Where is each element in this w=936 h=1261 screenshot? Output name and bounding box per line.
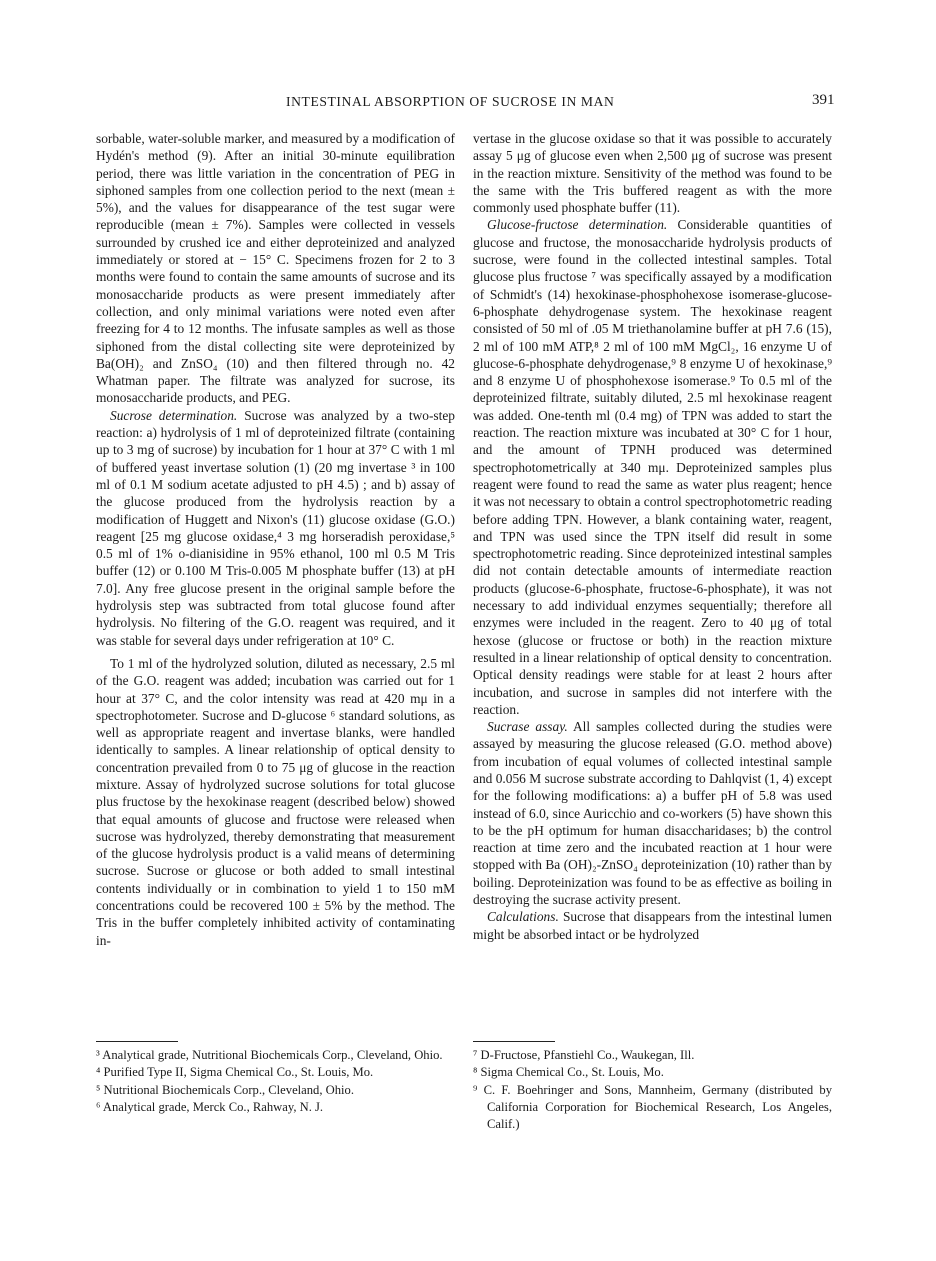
footnote-7: ⁷ D-Fructose, Pfanstiehl Co., Waukegan, Ill. (473, 1048, 695, 1062)
footnote-5: ⁵ Nutritional Biochemicals Corp., Cleveland, Ohio. (96, 1082, 354, 1097)
right-paragraph-4 (473, 908, 832, 943)
section-heading-sucrase-assay: Sucrase assay. (487, 719, 568, 735)
left-paragraph-2 (96, 407, 455, 649)
footnotes-right (473, 1047, 832, 1133)
footnote-9: ⁹ C. F. Boehringer and Sons, Mannheim, Germany (distributed by California Corporation for Biochemical Research, Los Angeles, Calif.) (473, 1082, 832, 1132)
footnotes-left (96, 1047, 455, 1116)
section-heading-glucose-fructose: Glucose-fructose determination. (487, 217, 668, 233)
right-paragraph-3 (473, 718, 832, 908)
right-paragraph-2 (473, 216, 832, 718)
right-column (473, 130, 832, 943)
footnote-6: ⁶ Analytical grade, Merck Co., Rahway, N. J. (96, 1099, 324, 1114)
left-paragraph-1: sorbable, water-soluble marker, and measured by a modification of Hydén's method (9). After an initial 30-minute equilibration period, there was little variation in the concentration of PEG in siphoned samples from one collection period to the next (mean ± 5%), and the values for disappearance of the test sugar were reproducible (mean ± 7%). Samples were collected in vessels surrounded by crushed ice and either deproteinized and analyzed immediately or stored at − 15° C. Specimens frozen for 2 to 3 months were found to contain the same amounts of sucrose and its monosaccharide products as were present immediately after collection, and only minimal variations were noted even after freezing for 4 to 12 months. The infusate samples as well as those siphoned from the distal collecting site were deproteinized by Ba(OH)₂ and ZnSO₄ (10) and then filtered through no. 42 Whatman paper. The filtrate was analyzed for sucrose, its monosaccharide products, and PEG. (96, 131, 455, 406)
page-number: 391 (812, 92, 835, 108)
footnote-rule-left (96, 1041, 178, 1042)
footnote-4: ⁴ Purified Type II, Sigma Chemical Co., St. Louis, Mo. (96, 1065, 374, 1080)
running-title: INTESTINAL ABSORPTION OF SUCROSE IN MAN (286, 94, 615, 109)
left-paragraph-3: To 1 ml of the hydrolyzed solution, diluted as necessary, 2.5 ml of the G.O. reagent was added; incubation was carried out for 1 hour at 37° C, and the color intensity was read at 420 mμ in a spectrophotometer. Sucrose and D-glucose ⁶ standard solutions, as well as appropriate reagent and invertase blanks, were handled identically to samples. A linear relationship of optical density to concentration prevailed from 0 to 75 μg of glucose in the reaction mixture. Assay of hydrolyzed sucrose solutions for total glucose plus fructose by the hexokinase reagent (described below) showed that equal amounts of glucose and fructose were released when sucrose was hydrolyzed, thereby demonstrating that measurement of the glucose hydrolysis product is a valid means of determining sucrose. Sucrose or glucose or both added to small intestinal contents individually or in combination to yield 1 to 150 mM concentrations could be recovered 100 ± 5% by the method. The Tris in the buffer completely inhibited activity of contaminating in- (96, 655, 455, 948)
footnote-rule-right (473, 1041, 555, 1042)
footnote-3: ³ Analytical grade, Nutritional Biochemicals Corp., Cleveland, Ohio. (96, 1048, 443, 1062)
right-paragraph-2-body: Considerable quantities of glucose and fructose, the monosaccharide hydrolysis products of sucrose, were found in the collected intestinal samples. Total glucose plus fructose ⁷ was specifically assayed by a modification of Schmidt's (14) hexokinase-phosphohexose isomerase-glucose-6-phosphate dehydrogenase system. The hexokinase reagent consisted of 50 ml of .05 M triethanolamine buffer at pH 7.6 (15), 2 ml of 100 mM ATP,⁸ 2 ml of 100 mM MgCl₂, 16 enzyme U of glucose-6-phosphate dehydrogenase,⁹ 8 enzyme U of hexokinase,⁹ and 8 enzyme U of phosphohexose isomerase.⁹ To 0.5 ml of the deproteinized filtrate, suitably diluted, 2.5 ml hexokinase reagent was added. One-tenth ml (0.4 mg) of TPN was added to start the reaction. The reaction mixture was incubated at 30° C for 1 hour, and the amount of TPNH produced was determined spectrophotometrically at 340 mμ. Deproteinized samples plus reagent were found to read the same as water plus reagent; hence it was not necessary to obtain a control spectrophotometric reading before adding TPN. However, a blank containing water, reagent, and TPN was used since the TPN itself did result in some spectrophotometric reading. Since deproteinized intestinal samples did not contain detectable amounts of intermediate reaction products (glucose-6-phosphate, fructose-6-phosphate), it was not necessary to add individual enzymes sequentially; therefore all enzymes were included in the reagent. Zero to 40 μg of total hexose (glucose or fructose or both) in the reaction mixture resulted in a linear relationship of optical density to concentration. Optical density readings were stable for at least 2 hours after incubation, and sucrose in samples did not interfere with the reaction. (473, 217, 832, 717)
right-paragraph-4-body: Sucrose that disappears from the intestinal lumen might be absorbed intact or be hydrolyzed (473, 909, 832, 942)
right-paragraph-3-body: All samples collected during the studies were assayed by measuring the glucose released (G.O. method above) from incubation of equal volumes of collected intestinal sample and 0.056 M sucrose substrate according to Dahlqvist (1, 4) except for the following modifications: a) a buffer pH of 5.8 was used instead of 6.0, since Auricchio and co-workers (5) have shown this to be the pH optimum for human disaccharidases; b) the control reaction at time zero and the incubated reaction at 1 hour were stopped with Ba (OH)₂-ZnSO₄ deproteinization (10) rather than by boiling. Deproteinization was found to be as effective as boiling in destroying the sucrase activity present. (473, 719, 832, 908)
section-heading-calculations: Calculations. (487, 909, 559, 925)
section-heading-sucrose-determination: Sucrose determination. (110, 407, 238, 423)
footnote-8: ⁸ Sigma Chemical Co., St. Louis, Mo. (473, 1065, 664, 1080)
left-paragraph-2-body: Sucrose was analyzed by a two-step reaction: a) hydrolysis of 1 ml of deproteinized filtrate (containing up to 3 mg of sucrose) by incubation for 1 hour at 37° C with 1 ml of buffered yeast invertase solution (1) (20 mg invertase ³ in 100 ml of 0.1 M sodium acetate adjusted to pH 4.5) ; and b) assay of the glucose produced from the hydrolysis reaction by a modification of Huggett and Nixon's (11) glucose oxidase (G.O.) reagent [25 mg glucose oxidase,⁴ 3 mg horseradish peroxidase,⁵ 0.5 ml of 1% o-dianisidine in 95% ethanol, 100 ml 0.5 M Tris buffer (12) or 0.100 M Tris-0.005 M phosphate buffer (13) at pH 7.0]. Any free glucose present in the original sample before the hydrolysis step was subtracted from total glucose found after hydrolysis. No filtering of the G.O. reagent was required, and it was stable for several days under refrigeration at 10° C. (96, 407, 455, 648)
left-column (96, 130, 455, 949)
right-paragraph-1: vertase in the glucose oxidase so that it was possible to accurately assay 5 μg of glucose even when 2,500 μg of sucrose was present in the reaction mixture. Sensitivity of the method was found to be the same with the Tris buffered reagent as with the more commonly used phosphate buffer (11). (473, 131, 832, 216)
